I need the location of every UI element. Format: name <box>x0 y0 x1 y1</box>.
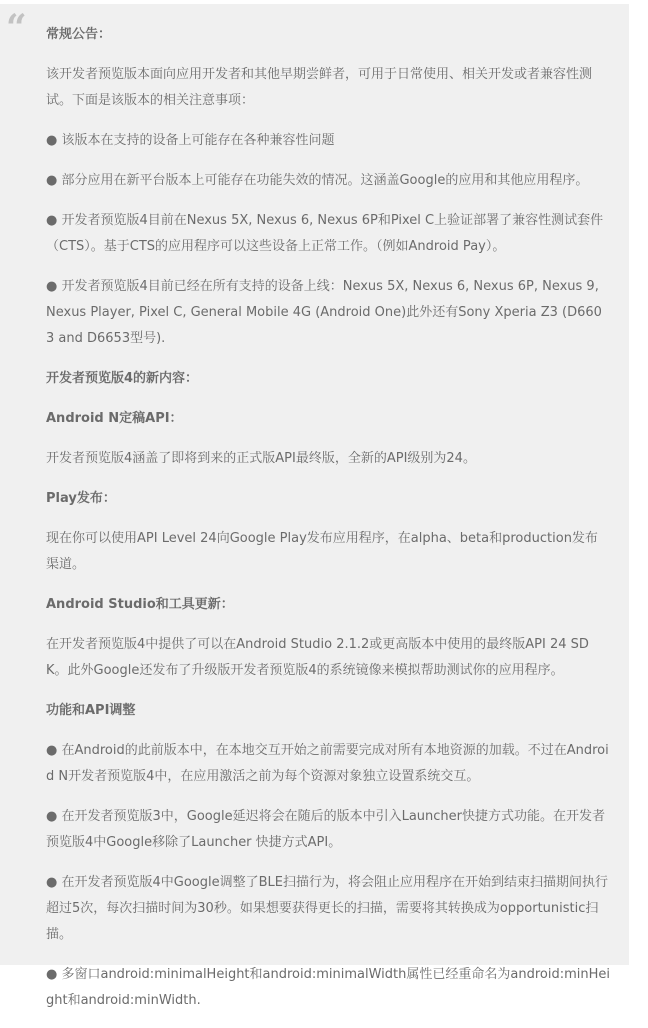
paragraph: ● 多窗口android:minimalHeight和android:minimalWidth属性已经重命名为android:minHeight和android:minWidth. <box>46 967 610 1008</box>
left-double-quote-icon: “ <box>6 7 27 49</box>
paragraph: 该开发者预览版本面向应用开发者和其他早期尝鲜者，可用于日常使用、相关开发或者兼容性测试。下面是该版本的相关注意事项： <box>46 67 593 108</box>
paragraph: ● 在开发者预览版4中Google调整了BLE扫描行为，将会阻止应用程序在开始到结束扫描期间执行超过5次，每次扫描时间为30秒。如果想要获得更长的扫描，需要将其转换成为opportunistic扫描。 <box>46 875 608 942</box>
blockquote <box>0 4 629 1008</box>
section-heading: Android Studio和工具更新： <box>46 597 234 612</box>
section-heading: 常规公告： <box>46 27 112 42</box>
section-heading: Play发布： <box>46 491 116 506</box>
paragraph: 开发者预览版4涵盖了即将到来的正式版API最终版，全新的API级别为24。 <box>46 451 476 466</box>
section-heading: 开发者预览版4的新内容： <box>46 371 199 386</box>
paragraph: ● 开发者预览版4目前已经在所有支持的设备上线：Nexus 5X, Nexus 6, Nexus 6P, Nexus 9, Nexus Player, Pixel C, General Mobile 4G (Android One)此外还有Sony Xperia Z3 (D6603 and D6653型号). <box>46 279 602 346</box>
paragraph: 在开发者预览版4中提供了可以在Android Studio 2.1.2或更高版本中使用的最终版API 24 SDK。此外Google还发布了升级版开发者预览版4的系统镜像来模拟帮助测试你的应用程序。 <box>46 637 589 678</box>
paragraph: 现在你可以使用API Level 24向Google Play发布应用程序，在alpha、beta和production发布渠道。 <box>46 531 598 572</box>
section-heading: Android N定稿API： <box>46 411 183 426</box>
section-heading: 功能和API调整 <box>46 703 136 718</box>
paragraph: ● 开发者预览版4目前在Nexus 5X, Nexus 6, Nexus 6P和Pixel C上验证部署了兼容性测试套件（CTS）。基于CTS的应用程序可以这些设备上正常工作。（例如Android Pay）。 <box>46 213 604 254</box>
blockquote-content <box>46 22 610 1028</box>
paragraph: ● 在开发者预览版3中，Google延迟将会在随后的版本中引入Launcher快捷方式功能。在开发者预览版4中Google移除了Launcher 快捷方式API。 <box>46 809 606 850</box>
paragraph: ● 部分应用在新平台版本上可能存在功能失效的情况。这涵盖Google的应用和其他应用程序。 <box>46 173 589 188</box>
paragraph: ● 在Android的此前版本中，在本地交互开始之前需要完成对所有本地资源的加载。不过在Android N开发者预览版4中，在应用激活之前为每个资源对象独立设置系统交互。 <box>46 743 609 784</box>
paragraph: ● 该版本在支持的设备上可能存在各种兼容性问题 <box>46 133 335 148</box>
